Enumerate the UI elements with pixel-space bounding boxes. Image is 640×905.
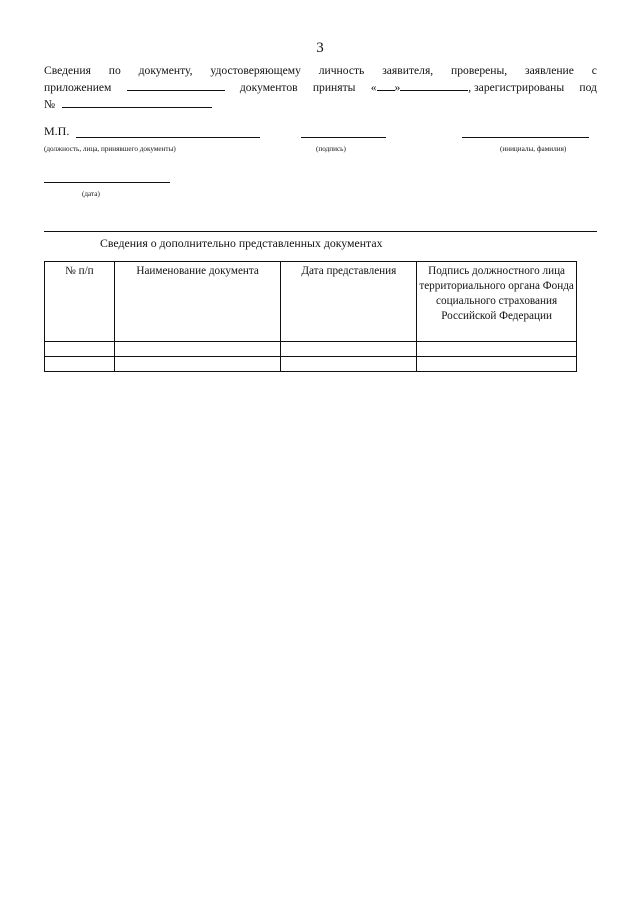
quote-close: »: [394, 81, 401, 94]
header-official-signature: Подпись должностного лица территориального органа Фонда социального страхования Российской Федерации: [417, 262, 577, 342]
registration-number-field[interactable]: [62, 96, 212, 108]
word: Сведения: [44, 64, 91, 77]
position-line[interactable]: [76, 137, 260, 138]
statement-line-1: [44, 63, 597, 79]
attachments-count-field[interactable]: [127, 79, 225, 91]
table-cell[interactable]: [281, 357, 417, 372]
table-cell[interactable]: [281, 342, 417, 357]
word: заявителя,: [382, 64, 434, 77]
word: по: [108, 64, 121, 77]
table-cell[interactable]: [45, 357, 115, 372]
word: , зарегистрированы: [468, 81, 565, 94]
statement-paragraph: [44, 63, 597, 113]
header-number: № п/п: [45, 262, 115, 342]
stamp-label: М.П.: [44, 124, 70, 138]
table-cell[interactable]: [114, 342, 281, 357]
date-line[interactable]: [44, 182, 170, 183]
name-caption: (инициалы, фамилия): [500, 145, 567, 153]
quote-open: «: [370, 81, 377, 94]
word: проверены,: [451, 64, 508, 77]
position-caption: (должность, лица, принявшего документы): [44, 145, 176, 153]
header-submission-date: Дата представления: [281, 262, 417, 342]
word: приложением: [44, 81, 112, 94]
word: приняты: [312, 81, 356, 94]
day-field[interactable]: [377, 79, 395, 91]
table-row: [45, 342, 577, 357]
page-number: 3: [316, 40, 324, 56]
table-row: [45, 357, 577, 372]
date-group: [371, 79, 564, 96]
documents-table: [44, 261, 577, 372]
table-cell[interactable]: [417, 342, 577, 357]
word: заявление: [525, 64, 574, 77]
table-header-row: [45, 262, 577, 342]
statement-line-3: [44, 96, 597, 113]
signature-line[interactable]: [301, 137, 386, 138]
table-cell[interactable]: [45, 342, 115, 357]
month-year-field[interactable]: [400, 79, 468, 91]
statement-line-2: [44, 79, 597, 96]
name-line[interactable]: [462, 137, 589, 138]
section-divider: [44, 231, 597, 232]
table-cell[interactable]: [417, 357, 577, 372]
word: под: [579, 81, 597, 94]
word: с: [591, 64, 597, 77]
word: удостоверяющему: [210, 64, 301, 77]
header-document-name: Наименование документа: [114, 262, 281, 342]
number-sign: №: [44, 98, 56, 111]
word: документов: [239, 81, 298, 94]
date-caption: (дата): [82, 190, 100, 198]
table-title: Сведения о дополнительно представленных документах: [100, 236, 383, 250]
word: документу,: [138, 64, 193, 77]
signature-caption: (подпись): [316, 145, 346, 153]
table-cell[interactable]: [114, 357, 281, 372]
word: личность: [318, 64, 365, 77]
